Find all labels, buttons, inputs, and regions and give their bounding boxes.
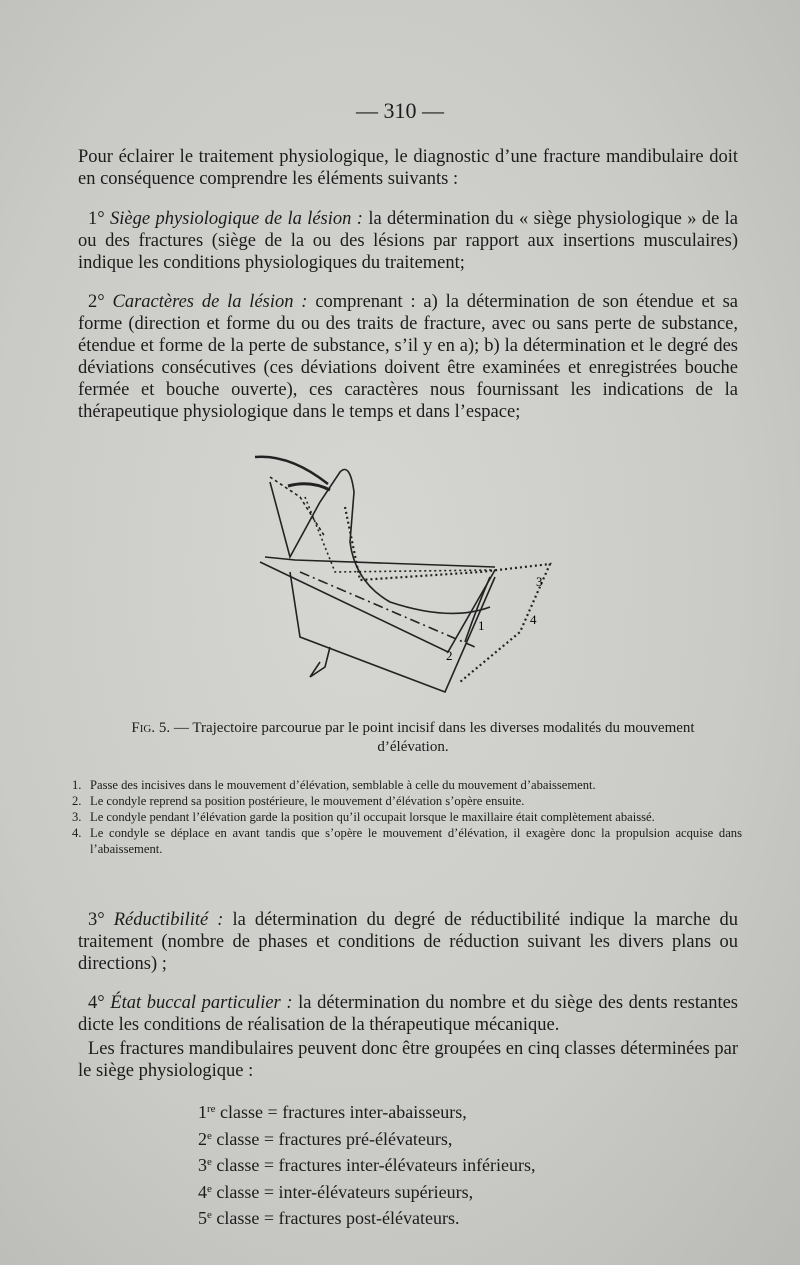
figure-note xyxy=(72,793,742,809)
item-1-paragraph xyxy=(78,208,738,274)
class-text: fractures pré-élévateurs, xyxy=(278,1128,453,1149)
class-word: classe xyxy=(216,1181,260,1202)
mandible-trajectory-figure xyxy=(250,452,570,712)
figure-caption-text: — Trajectoire parcourue par le point incisif dans les diverses modalités du mouvement d’élévation. xyxy=(173,720,695,755)
class-ordinal: e xyxy=(207,1156,212,1168)
item-4-number: 4° xyxy=(88,993,105,1013)
figure-label-1: 1 xyxy=(478,618,485,633)
note-number: 4. xyxy=(72,826,82,840)
class-ordinal: re xyxy=(207,1103,216,1115)
class-equals: = xyxy=(263,1128,275,1149)
condyle-curve xyxy=(288,484,330,490)
note-text: Le condyle pendant l’élévation garde la position qu’il occupait lorsque le maxillaire était complètement abaissé. xyxy=(90,810,655,824)
intro-paragraph xyxy=(78,146,738,190)
item-4-text: la détermination du nombre et du siège des dents restantes dicte les conditions de réalisation de la thérapeutique mécanique. xyxy=(78,993,739,1035)
figure-caption-label: Fig. 5. xyxy=(131,720,171,736)
class-equals: = xyxy=(263,1208,275,1228)
figure-caption xyxy=(118,719,708,757)
class-item xyxy=(198,1205,648,1232)
page-number: — 310 — xyxy=(356,98,444,123)
figure-note xyxy=(72,809,742,825)
class-equals: = xyxy=(263,1181,275,1202)
line-occlusal xyxy=(265,557,495,567)
figure-label-2: 2 xyxy=(446,648,453,663)
class-text: fractures post-élévateurs. xyxy=(278,1208,460,1228)
figure-note xyxy=(72,825,742,857)
classes-intro-paragraph xyxy=(78,1038,738,1082)
trajectory-jaw xyxy=(290,572,495,692)
class-word: classe xyxy=(216,1128,260,1149)
class-text: fractures inter-élévateurs inférieurs, xyxy=(278,1155,536,1175)
intro-text: Pour éclairer le traitement physiologique, le diagnostic d’une fracture mandibulaire doit en conséquence comprendre les éléments suivants : xyxy=(78,147,738,189)
note-number: 3. xyxy=(72,810,82,824)
fracture-classes-list xyxy=(198,1099,648,1232)
item-3-paragraph xyxy=(78,909,738,975)
class-equals: = xyxy=(263,1155,275,1175)
skull-outline xyxy=(255,457,328,484)
figure-notes xyxy=(72,777,742,857)
figure-note xyxy=(72,777,742,793)
item-1-number: 1° xyxy=(88,209,105,229)
figure-label-3: 3 xyxy=(536,574,543,589)
mandible-ramus xyxy=(270,470,490,614)
item-2-number: 2° xyxy=(88,292,105,312)
hyoid-outline xyxy=(310,647,330,677)
item-4-paragraph xyxy=(78,992,738,1036)
note-number: 1. xyxy=(72,778,82,792)
item-2-paragraph xyxy=(78,291,738,423)
class-ordinal: e xyxy=(207,1129,212,1142)
class-ordinal: e xyxy=(207,1209,212,1221)
item-1-text: la détermination du « siège physiologique » de la ou des fractures (siège de la ou des lésions par rapport aux insertions musculaires) indique les conditions physiologiques du traitement; xyxy=(78,209,739,273)
note-text: Le condyle se déplace en avant tandis que s’opère le mouvement d’élévation, il exagère donc la propulsion acquise dans l’abaissement. xyxy=(90,826,742,856)
class-number: 4 xyxy=(198,1181,207,1202)
note-number: 2. xyxy=(72,794,82,808)
class-item xyxy=(198,1126,648,1153)
class-ordinal: e xyxy=(207,1182,212,1195)
class-number: 1 xyxy=(198,1102,207,1122)
class-text: fractures inter-abaisseurs, xyxy=(282,1102,467,1122)
class-number: 3 xyxy=(198,1155,207,1175)
note-text: Le condyle reprend sa position postérieure, le mouvement d’élévation s’opère ensuite. xyxy=(90,794,525,808)
figure-label-4: 4 xyxy=(530,612,537,627)
class-word: classe xyxy=(216,1155,260,1175)
class-equals: = xyxy=(267,1102,278,1122)
class-item xyxy=(198,1179,648,1206)
class-item xyxy=(198,1152,648,1179)
class-number: 2 xyxy=(198,1128,207,1149)
class-item xyxy=(198,1099,648,1126)
class-text: inter-élévateurs supérieurs, xyxy=(278,1181,474,1202)
trajectory-dashdot xyxy=(300,572,475,647)
item-3-number: 3° xyxy=(88,910,105,930)
item-2-title: Caractères de la lésion : xyxy=(112,292,308,312)
note-text: Passe des incisives dans le mouvement d’élévation, semblable à celle du mouvement d’abaissement. xyxy=(90,778,596,792)
item-1-title: Siège physiologique de la lésion : xyxy=(110,209,363,229)
classes-intro-text: Les fractures mandibulaires peuvent donc être groupées en cinq classes déterminées par le siège physiologique : xyxy=(78,1039,738,1081)
item-2-text: comprenant : a) la détermination de son étendue et sa forme (direction et forme du ou des traits de fracture, avec ou sans perte de substance, étendue et forme de la perte de substance, s’il y en a); b) la détermination et le degré des déviations consécutives (ces déviations doivent être examinées et enregistrées bouche fermée et bouche ouverte), ces caractères nous fournissant les indications de la thérapeutique physiologique dans le temps et dans l’espace; xyxy=(78,292,739,422)
item-3-text: la détermination du degré de réductibilité indique la marche du traitement (nombre de phases et conditions de réduction suivant les divers plans ou directions) ; xyxy=(78,910,738,974)
class-number: 5 xyxy=(198,1208,207,1228)
item-3-title: Réductibilité : xyxy=(113,910,224,930)
class-word: classe xyxy=(220,1102,264,1122)
class-word: classe xyxy=(216,1208,260,1228)
item-4-title: État buccal particulier : xyxy=(110,993,293,1013)
